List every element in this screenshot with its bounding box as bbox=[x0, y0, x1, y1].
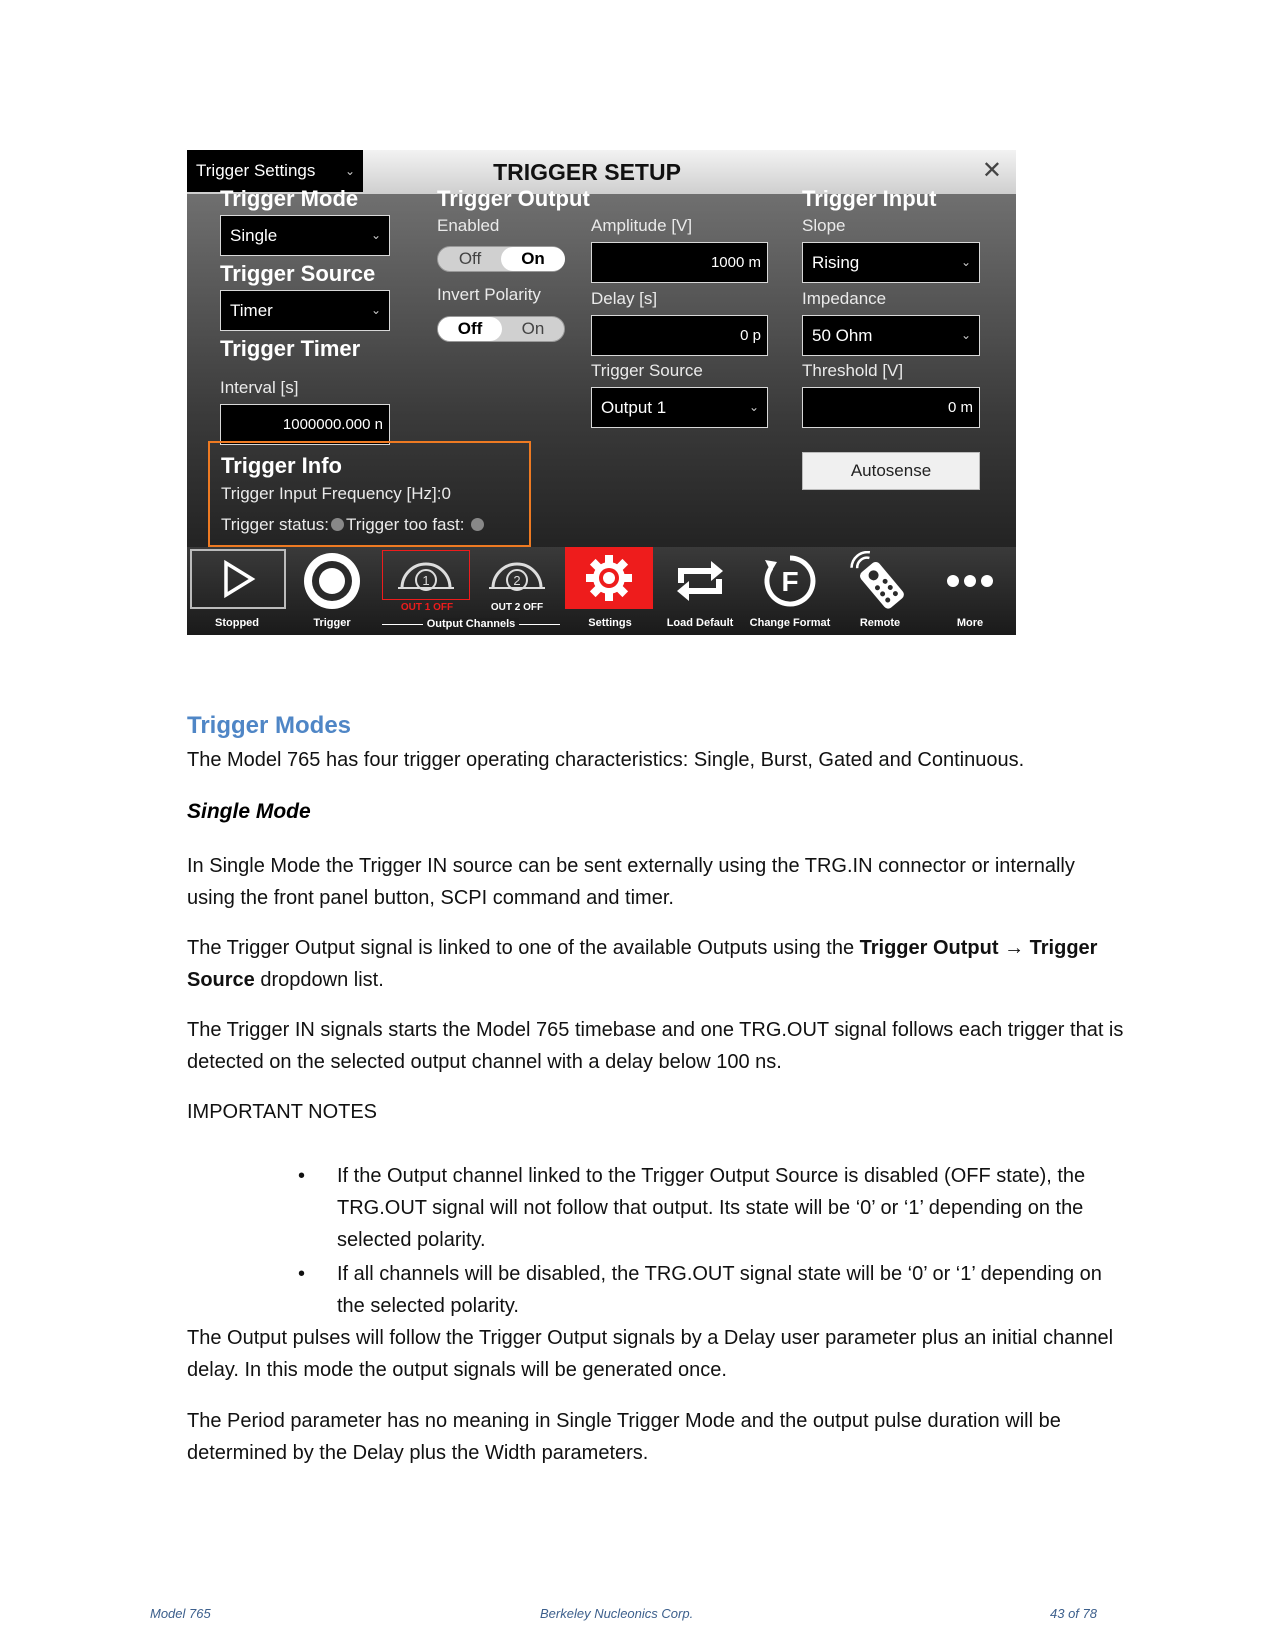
trigger-source-heading: Trigger Source bbox=[220, 261, 376, 286]
footer-page-number: 43 of 78 bbox=[1050, 1606, 1097, 1621]
threshold-label: Threshold [V] bbox=[802, 361, 904, 380]
trigger-circle-icon bbox=[287, 550, 377, 612]
channel-2-icon bbox=[472, 550, 562, 600]
frequency-value: 0 bbox=[441, 484, 451, 503]
load-default-button[interactable] bbox=[655, 547, 745, 635]
impedance-value: 50 Ohm bbox=[812, 326, 873, 345]
paragraph-2-text-a: The Trigger Output signal is linked to one of the available Outputs using the bbox=[187, 937, 860, 959]
invert-polarity-toggle[interactable] bbox=[437, 316, 565, 342]
page-title: TRIGGER SETUP bbox=[493, 159, 681, 185]
bullet-icon: • bbox=[298, 1165, 306, 1187]
invert-off: Off bbox=[438, 317, 502, 341]
paragraph-2 bbox=[187, 932, 1127, 996]
slope-select[interactable] bbox=[802, 242, 980, 283]
intro-paragraph: The Model 765 has four trigger operating characteristics: Single, Burst, Gated and Continuous. bbox=[187, 749, 1025, 771]
trigger-input-heading: Trigger Input bbox=[802, 186, 937, 211]
trigger-label: Trigger bbox=[313, 617, 351, 629]
slope-value: Rising bbox=[812, 253, 860, 272]
trigger-mode-heading: Trigger Mode bbox=[220, 186, 359, 211]
trigger-setup-screenshot bbox=[187, 150, 1016, 635]
too-fast-label: Trigger too fast: bbox=[346, 515, 465, 534]
bullet-2-text: If all channels will be disabled, the TRG.OUT signal state will be ‘0’ or ‘1’ depending on the selected polarity. bbox=[337, 1263, 1102, 1317]
impedance-select[interactable] bbox=[802, 315, 980, 356]
delay-label: Delay [s] bbox=[591, 289, 658, 308]
svg-text:2: 2 bbox=[513, 573, 521, 588]
more-dots-icon bbox=[925, 550, 1015, 612]
trigger-source-select[interactable] bbox=[220, 290, 390, 331]
enabled-label: Enabled bbox=[437, 216, 500, 235]
enabled-toggle[interactable] bbox=[437, 246, 565, 272]
chevron-down-icon: ⌄ bbox=[960, 328, 971, 342]
remote-control-icon bbox=[835, 550, 925, 612]
list-item bbox=[298, 1160, 1128, 1256]
too-fast-led-icon bbox=[471, 518, 484, 531]
settings-dropdown-label: Trigger Settings bbox=[196, 161, 316, 180]
output-source-label: Trigger Source bbox=[591, 361, 703, 380]
load-default-label: Load Default bbox=[666, 617, 734, 629]
chevron-down-icon: ⌄ bbox=[748, 400, 759, 414]
status-label: Trigger status: bbox=[221, 515, 330, 534]
output-channels-label: Output Channels bbox=[382, 618, 560, 630]
slope-label: Slope bbox=[802, 216, 846, 235]
change-format-label: Change Format bbox=[749, 617, 831, 629]
invert-polarity-label: Invert Polarity bbox=[437, 285, 541, 304]
trigger-button[interactable] bbox=[287, 547, 377, 635]
paragraph-2-bold-1: Trigger Output bbox=[859, 937, 999, 959]
frequency-label: Trigger Input Frequency [Hz]: bbox=[221, 484, 442, 503]
paragraph-2-text-c: dropdown list. bbox=[254, 969, 384, 991]
notes-list bbox=[298, 1160, 1128, 1324]
impedance-label: Impedance bbox=[802, 289, 887, 308]
invert-on: On bbox=[521, 319, 545, 338]
more-label: More bbox=[956, 617, 984, 629]
threshold-field[interactable]: 0 m bbox=[802, 387, 980, 428]
bullet-1-text: If the Output channel linked to the Trigger Output Source is disabled (OFF state), the TRG.OUT signal will not follow that output. Its state will be ‘0’ or ‘1’ depending on the selected polarity. bbox=[337, 1165, 1086, 1251]
channel-1-icon bbox=[382, 550, 470, 600]
trigger-timer-heading: Trigger Timer bbox=[220, 336, 361, 361]
trigger-modes-heading: Trigger Modes bbox=[187, 712, 352, 739]
trigger-frequency bbox=[221, 484, 451, 504]
trigger-mode-select[interactable] bbox=[220, 215, 390, 256]
settings-label: Settings bbox=[588, 617, 632, 629]
stopped-label: Stopped bbox=[215, 617, 259, 629]
status-led-icon bbox=[331, 518, 344, 531]
change-format-button[interactable] bbox=[745, 547, 835, 635]
paragraph-2-bold-2: Trigger Source bbox=[187, 937, 1098, 991]
remote-button[interactable] bbox=[835, 547, 925, 635]
svg-text:F: F bbox=[781, 566, 799, 597]
bottom-toolbar bbox=[187, 547, 1016, 635]
interval-field[interactable]: 1000000.000 n bbox=[220, 404, 390, 445]
close-icon[interactable]: ✕ bbox=[981, 157, 1002, 184]
chevron-down-icon: ⌄ bbox=[960, 255, 971, 269]
amplitude-field[interactable]: 1000 m bbox=[591, 242, 768, 283]
paragraph-4: The Output pulses will follow the Trigger Output signals by a Delay user parameter plus an initial channel delay. In this mode the output signals will be generated once. bbox=[187, 1327, 1114, 1381]
trigger-output-heading: Trigger Output bbox=[437, 186, 590, 211]
svg-text:1: 1 bbox=[422, 573, 430, 588]
trigger-source-value: Timer bbox=[230, 301, 273, 320]
trigger-status-row bbox=[221, 515, 486, 535]
paragraph-3: The Trigger IN signals starts the Model 765 timebase and one TRG.OUT signal follows each trigger that is detected on the selected output channel with a delay below 100 ns. bbox=[187, 1019, 1124, 1073]
reload-arrows-icon bbox=[655, 550, 745, 612]
more-button[interactable] bbox=[925, 547, 1015, 635]
bullet-icon: • bbox=[298, 1263, 306, 1285]
play-icon bbox=[190, 549, 286, 609]
chevron-down-icon: ⌄ bbox=[370, 303, 381, 317]
enabled-on: On bbox=[501, 247, 565, 271]
trigger-info-heading: Trigger Info bbox=[221, 453, 342, 478]
arrow-right-icon: → bbox=[1004, 937, 1025, 959]
delay-field[interactable]: 0 p bbox=[591, 315, 768, 356]
output-source-value: Output 1 bbox=[601, 398, 667, 417]
gear-icon bbox=[565, 547, 653, 609]
trigger-info-highlight bbox=[208, 441, 531, 547]
paragraph-5: The Period parameter has no meaning in Single Trigger Mode and the output pulse duration will be determined by the Delay plus the Width parameters. bbox=[187, 1410, 1061, 1464]
remote-label: Remote bbox=[859, 617, 901, 629]
output-source-select[interactable] bbox=[591, 387, 768, 428]
enabled-off: Off bbox=[458, 249, 482, 268]
paragraph-1: In Single Mode the Trigger IN source can be sent externally using the TRG.IN connector or internally using the front panel button, SCPI command and timer. bbox=[187, 855, 1075, 909]
footer-model: Model 765 bbox=[150, 1606, 211, 1621]
list-item bbox=[298, 1258, 1128, 1322]
settings-button[interactable] bbox=[565, 547, 655, 635]
stopped-button[interactable] bbox=[187, 547, 277, 635]
chevron-down-icon: ⌄ bbox=[370, 228, 381, 242]
chevron-down-icon: ⌄ bbox=[344, 164, 355, 178]
out1-label: OUT 1 OFF bbox=[400, 602, 454, 613]
single-mode-heading: Single Mode bbox=[187, 800, 311, 823]
trigger-mode-value: Single bbox=[230, 226, 278, 245]
amplitude-label: Amplitude [V] bbox=[591, 216, 693, 235]
autosense-button[interactable]: Autosense bbox=[802, 452, 980, 490]
footer-company: Berkeley Nucleonics Corp. bbox=[540, 1606, 694, 1621]
important-notes-heading: IMPORTANT NOTES bbox=[187, 1101, 378, 1123]
format-f-icon bbox=[745, 550, 835, 612]
out2-label: OUT 2 OFF bbox=[490, 602, 544, 613]
interval-label: Interval [s] bbox=[220, 378, 299, 397]
